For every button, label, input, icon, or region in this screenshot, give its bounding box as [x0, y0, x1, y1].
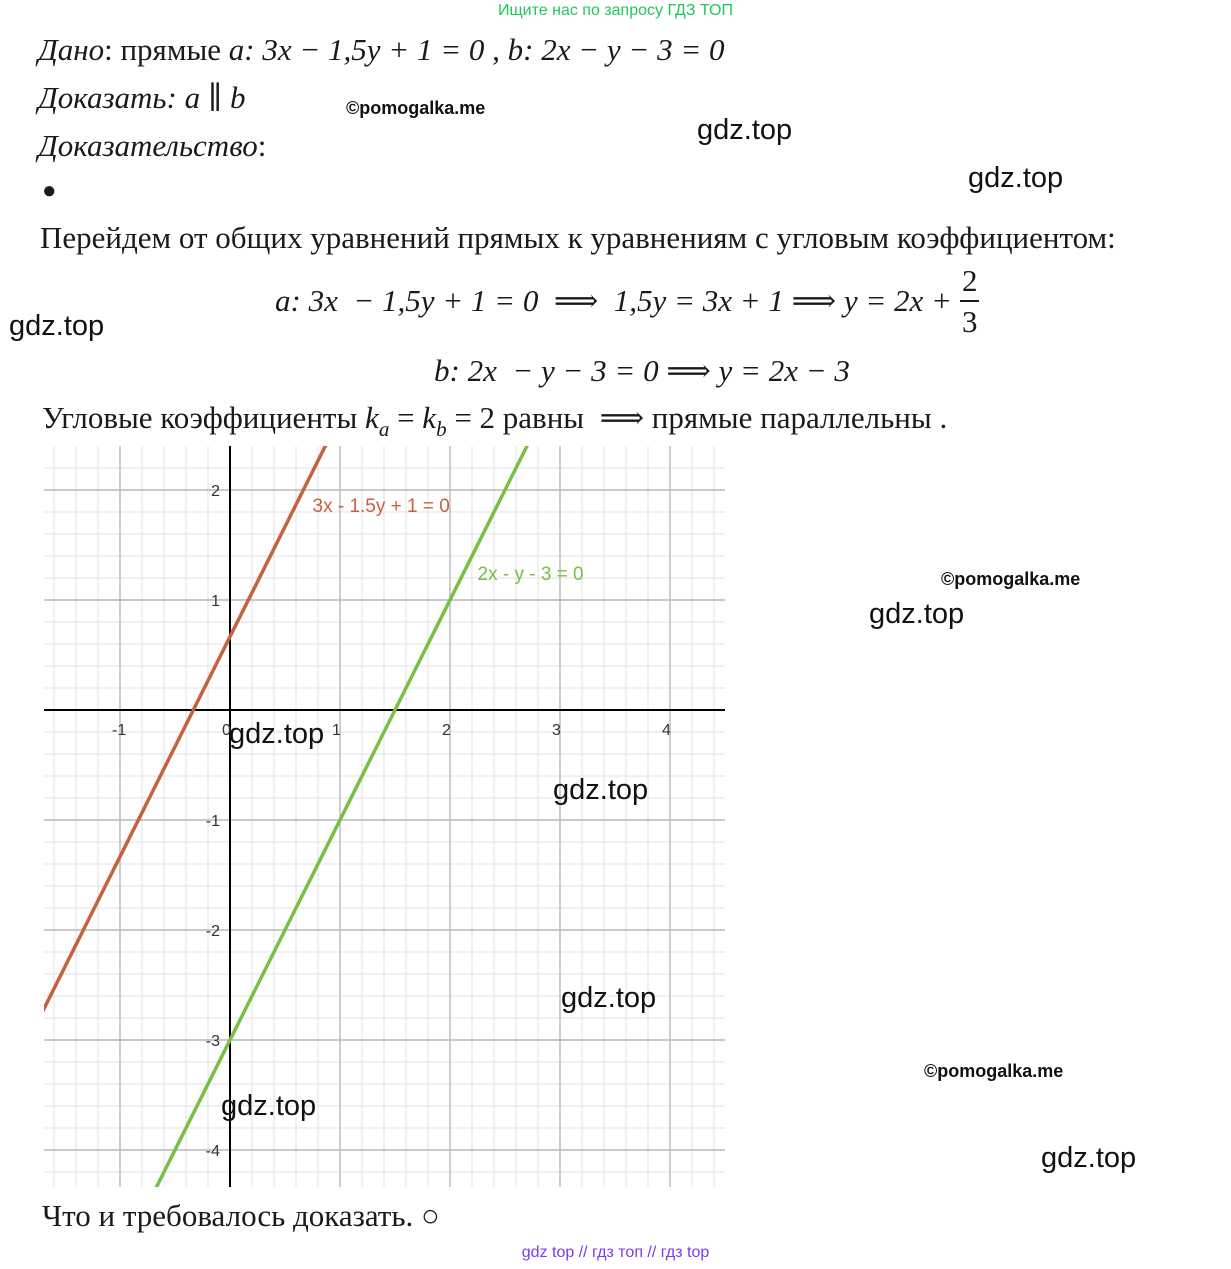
watermark-gdz: gdz.top [221, 1090, 317, 1122]
eq-a-name: a [275, 283, 291, 318]
slopes-prefix: Угловые коэффициенты [42, 400, 358, 435]
slopes-suffix: = 2 равны ⟹ прямые параллельны . [446, 400, 948, 435]
top-banner: Ищите нас по запросу ГДЗ ТОП [498, 2, 733, 19]
y-tick-label: -4 [205, 1143, 220, 1160]
watermark-pomogalka: ©pomogalka.me [346, 98, 486, 118]
k-a: k [365, 400, 379, 435]
y-tick-label: -1 [205, 813, 220, 830]
k-a-subscript: a [378, 417, 390, 441]
line-b-name: b [507, 32, 524, 67]
y-tick-label: 2 [211, 483, 220, 500]
x-tick-label: 3 [552, 722, 561, 739]
line-a-label: 3x - 1.5y + 1 = 0 [312, 496, 450, 517]
proof-text: : [257, 128, 267, 163]
given-text: : прямые [104, 32, 222, 67]
proof-label: Доказательство [38, 128, 258, 163]
prove-label: Доказать [38, 80, 167, 115]
watermark-gdz: gdz.top [697, 114, 793, 146]
eq-b-name: b [434, 353, 450, 388]
watermark-gdz: gdz.top [553, 774, 649, 806]
bullet: ● [42, 178, 57, 204]
y-tick-label: -2 [205, 923, 220, 940]
x-tick-label: 4 [662, 722, 671, 739]
k-b-subscript: b [436, 417, 447, 441]
y-tick-label: 1 [211, 593, 220, 610]
watermark-gdz: gdz.top [9, 310, 105, 342]
watermark-gdz: gdz.top [561, 982, 657, 1014]
watermark-gdz: gdz.top [968, 162, 1064, 194]
eq-a-text: : 3x − 1,5y + 1 = 0 ⟹ 1,5y = 3x + 1 ⟹ y = 2x + [290, 283, 952, 318]
watermark-gdz: gdz.top [229, 718, 325, 750]
y-tick-label: -3 [205, 1033, 220, 1050]
given-label: Дано [38, 32, 105, 67]
watermark-gdz: gdz.top [1041, 1142, 1137, 1174]
line-a-name: a [228, 32, 245, 67]
x-tick-label: 0 [222, 722, 231, 739]
slopes-eq: = [389, 400, 423, 435]
line-b-equation: : 2x − y − 3 = 0 [523, 32, 725, 67]
fraction-numerator: 2 [960, 265, 980, 302]
watermark-pomogalka: ©pomogalka.me [924, 1061, 1064, 1081]
conclusion-text: Что и требовалось доказать. ○ [42, 1198, 440, 1233]
k-b: k [422, 400, 437, 435]
x-tick-label: 2 [442, 722, 451, 739]
intro-text: Перейдем от общих уравнений прямых к уравнениям с угловым коэффициентом: [40, 220, 1116, 255]
watermark-gdz: gdz.top [869, 598, 965, 630]
line-a-equation: : 3x − 1,5y + 1 = 0 , [244, 32, 500, 67]
prove-text: : a ∥ b [166, 80, 246, 115]
fraction-denominator: 3 [961, 304, 978, 339]
x-tick-label: -1 [112, 722, 127, 739]
x-tick-label: 1 [332, 722, 341, 739]
eq-b-text: : 2x − y − 3 = 0 ⟹ y = 2x − 3 [449, 353, 850, 388]
bottom-banner: gdz top // гдз топ // гдз top [521, 1244, 710, 1261]
line-b-label: 2x - y - 3 = 0 [477, 564, 584, 586]
watermark-pomogalka: ©pomogalka.me [941, 569, 1081, 589]
